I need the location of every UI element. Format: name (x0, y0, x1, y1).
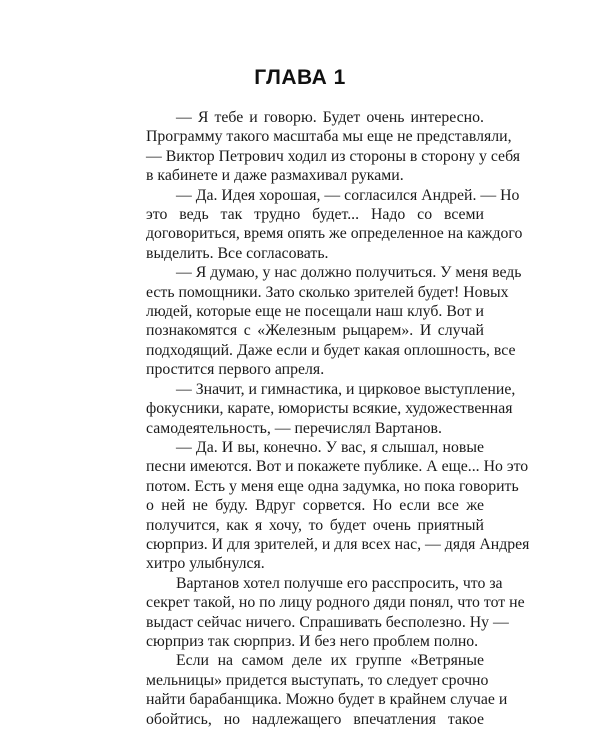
text-line: подходящий. Даже если и будет какая оплошность, все (146, 341, 516, 359)
text-line: людей, которые еще не посещали наш клуб. Вот и (146, 303, 484, 321)
text-line: это ведь так трудно будет... Надо со всеми (146, 206, 484, 224)
text-line: секрет такой, но по лицу родного дяди понял, что тот не (146, 594, 525, 612)
text-line: сюрприз. И для зрителей, и для всех нас, — дядя Андрея (146, 535, 530, 553)
text-line: сюрприз так сюрприз. И без него проблем полно. (146, 632, 479, 650)
text-line: песни имеются. Вот и покажете публике. А еще... Но это (146, 458, 529, 476)
text-line: в кабинете и даже размахивал руками. (146, 167, 404, 185)
text-line: познакомятся с «Железным рыцарем». И случай (146, 322, 484, 340)
paragraph (116, 186, 523, 264)
text-line: Если на самом деле их группе «Ветряные (176, 652, 484, 670)
text-line: о ней не буду. Вдруг сорвется. Но если все же (146, 497, 484, 515)
paragraph (116, 380, 516, 438)
text-line: простится первого апреля. (146, 361, 325, 379)
text-line: — Я думаю, у нас должно получиться. У меня ведь (176, 264, 522, 282)
text-line: получится, как я хочу, то будет очень приятный (146, 516, 484, 534)
chapter-title: ГЛАВА 1 (254, 66, 346, 89)
text-line: — Да. Идея хорошая, — согласился Андрей. — Но (176, 186, 520, 204)
text-line: — Я тебе и говорю. Будет очень интересно. (176, 109, 484, 126)
text-line: договориться, время опять же определенное на каждого (146, 225, 523, 243)
text-line: Программу такого масштаба мы еще не представляли, (146, 128, 512, 146)
text-line: найти барабанщика. Можно будет в крайнем случае и (146, 691, 508, 709)
paragraph (116, 263, 522, 379)
text-line: выдаст сейчас ничего. Спрашивать бесполезно. Ну — (146, 613, 509, 631)
paragraph (116, 651, 508, 729)
text-line: выделить. Все согласовать. (146, 244, 329, 262)
paragraph (116, 108, 520, 186)
text-line: обойтись, но надлежащего впечатления такое (146, 710, 484, 728)
text-line: Вартанов хотел получше его расспросить, что за (176, 574, 503, 592)
paragraph (116, 438, 530, 574)
text-line: — Виктор Петрович ходил из стороны в сторону у себя (146, 147, 520, 165)
paragraph (116, 574, 525, 652)
text-line: есть помощники. Зато сколько зрителей будет! Новых (146, 283, 509, 301)
text-line: мельницы» придется выступать, то следует срочно (146, 671, 489, 689)
text-line: — Да. И вы, конечно. У вас, я слышал, новые (176, 438, 484, 456)
text-line: — Значит, и гимнастика, и цирковое выступление, (176, 380, 516, 398)
text-line: самодеятельность, — перечислял Вартанов. (146, 419, 442, 437)
text-line: фокусники, карате, юмористы всякие, художественная (146, 400, 513, 418)
text-line: хитро улыбнулся. (146, 555, 265, 573)
chapter-text (116, 108, 530, 729)
text-line: потом. Есть у меня еще одна задумка, но пока говорить (146, 477, 519, 495)
